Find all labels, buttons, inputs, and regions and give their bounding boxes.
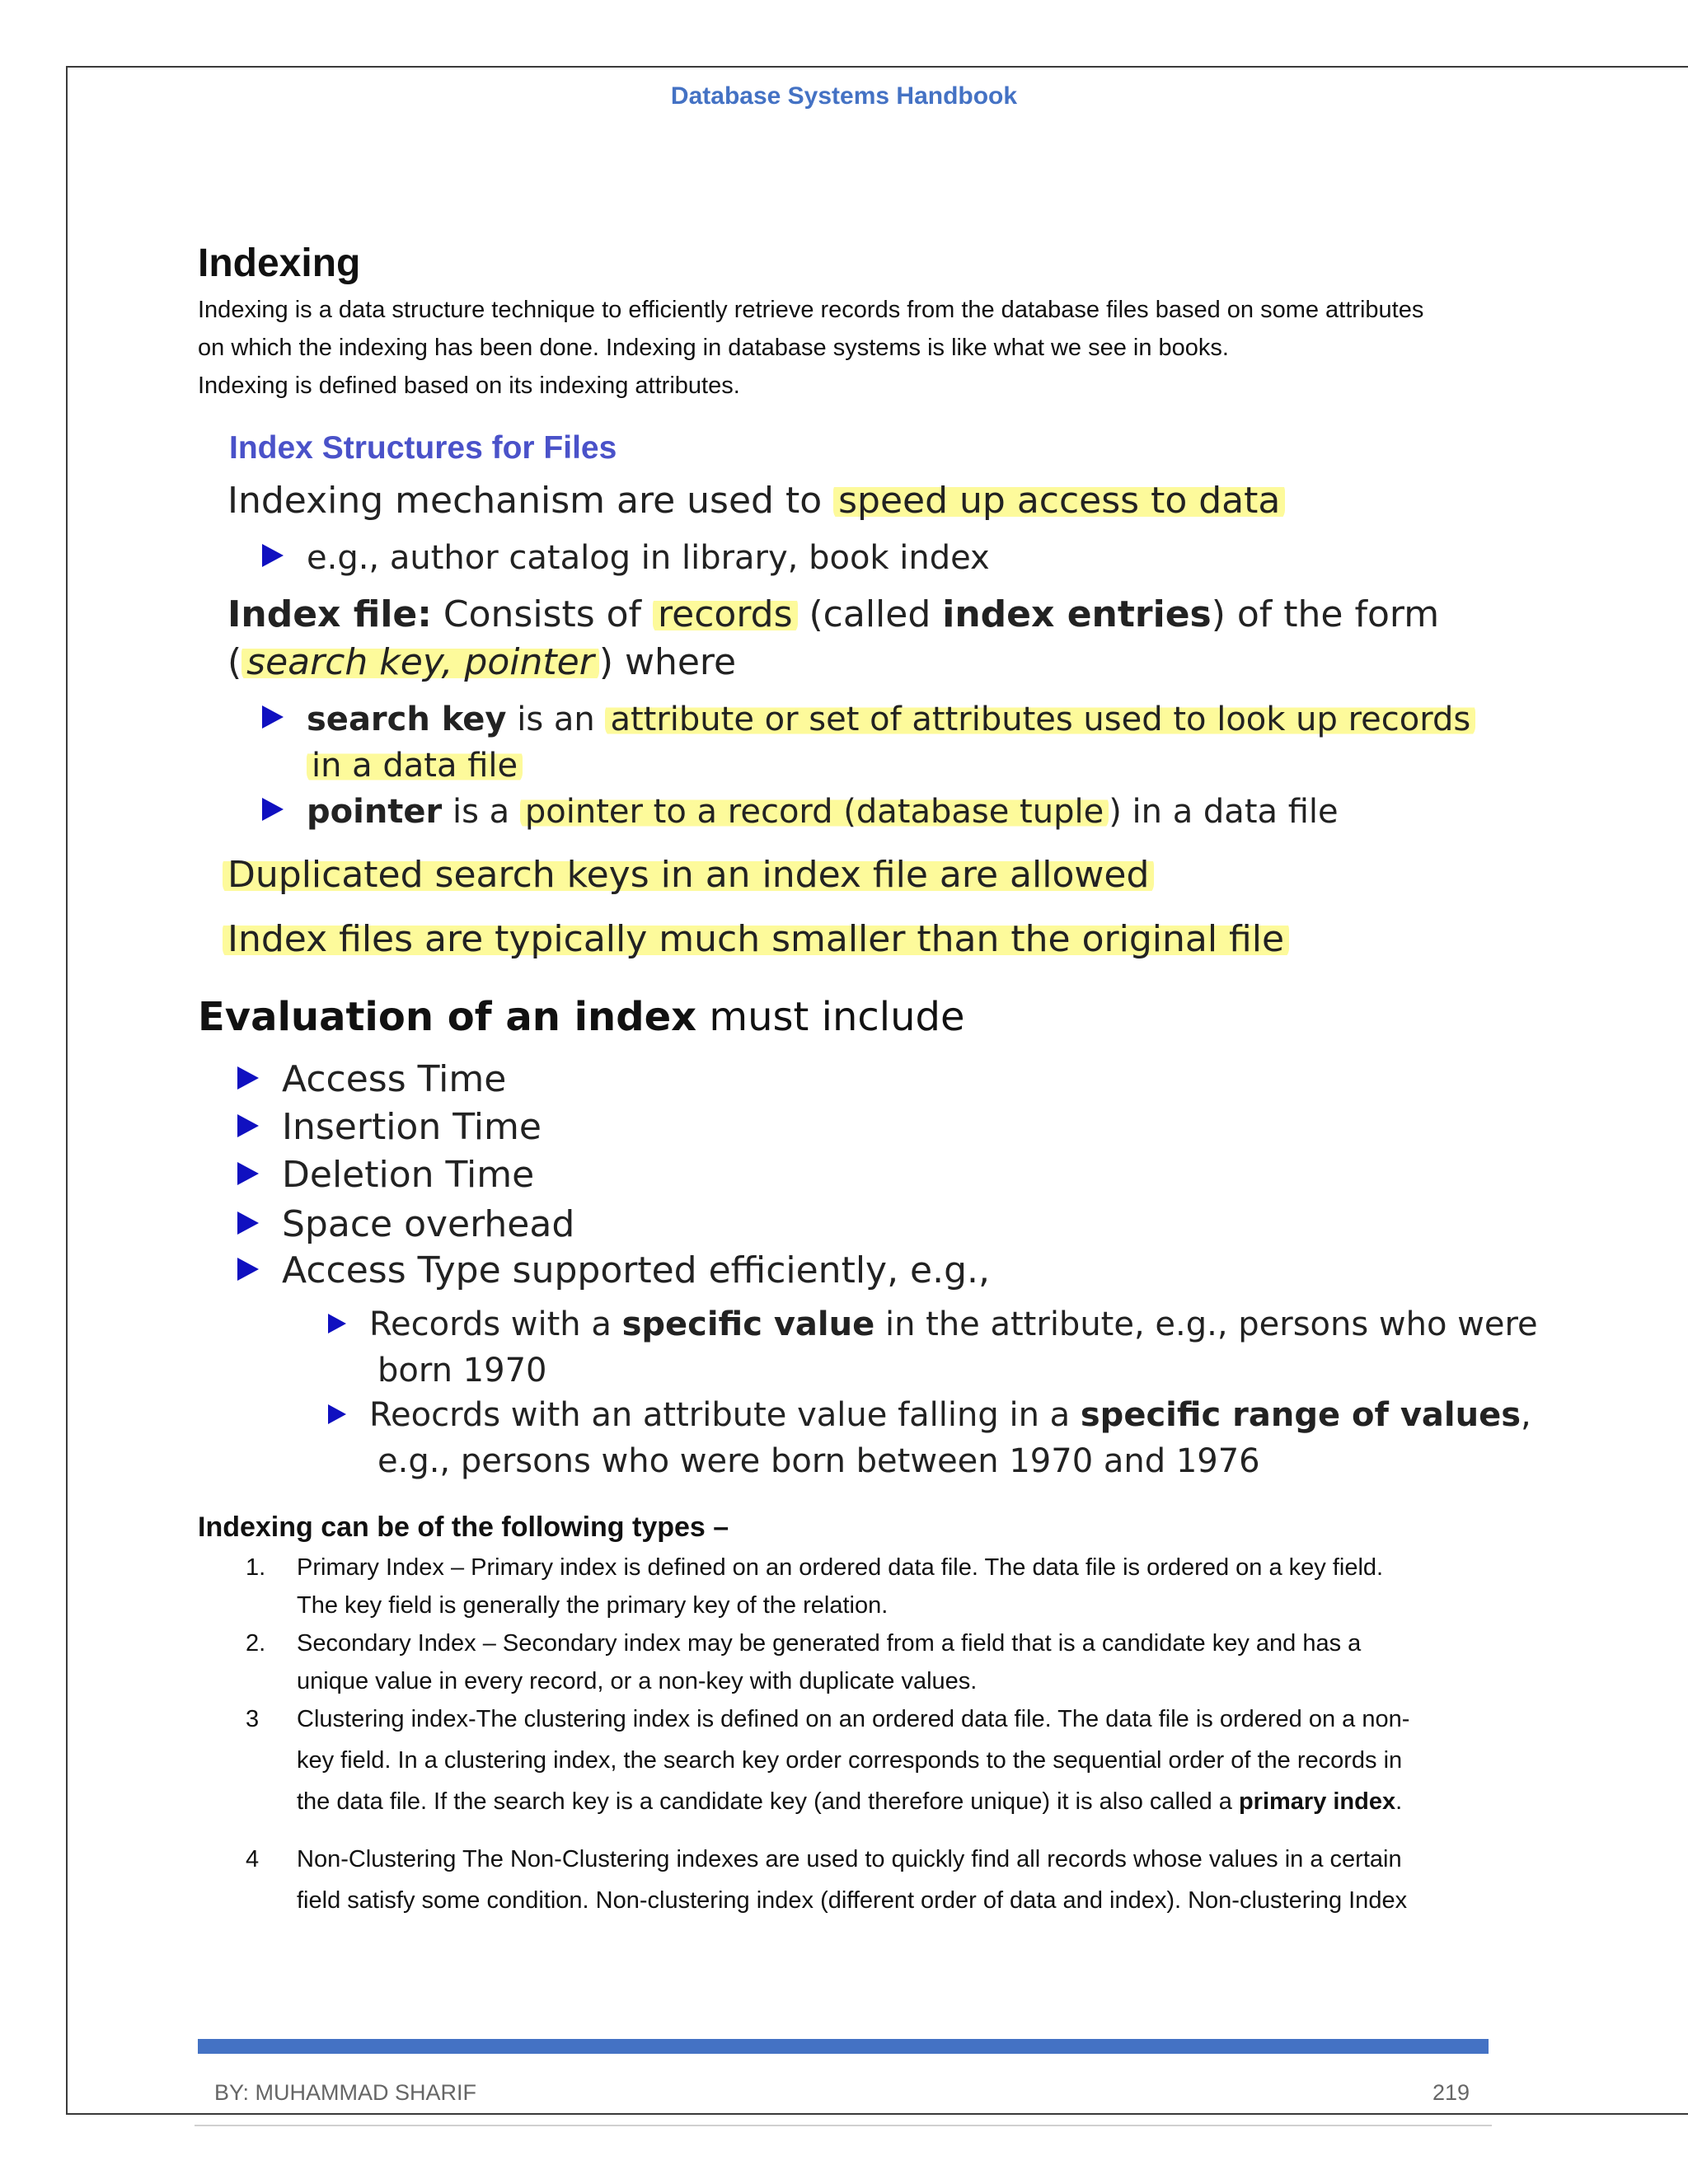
evaluation-item <box>237 1106 542 1148</box>
triangle-bullet-icon <box>262 798 284 821</box>
triangle-bullet-icon <box>237 1162 259 1185</box>
triangle-bullet-icon <box>262 544 284 567</box>
evaluation-title <box>198 994 965 1040</box>
list-item-line: Secondary Index – Secondary index may be generated from a field that is a candidate key and has a <box>297 1630 1362 1657</box>
search-key-label: search key <box>307 701 507 738</box>
types-heading: Indexing can be of the following types – <box>198 1511 729 1543</box>
list-item-text: . <box>1395 1788 1403 1815</box>
slide-smaller-line <box>223 918 1289 960</box>
triangle-bullet-icon <box>237 1258 259 1281</box>
triangle-bullet-icon <box>328 1314 346 1333</box>
evaluation-item <box>237 1249 990 1291</box>
evaluation-item-text: Space overhead <box>282 1203 575 1245</box>
example-text: e.g., author catalog in library, book index <box>307 539 990 577</box>
evaluation-item <box>237 1203 574 1245</box>
list-number: 1. <box>246 1554 266 1581</box>
list-item-line: unique value in every record, or a non-key with duplicate values. <box>297 1668 978 1694</box>
list-item-line: key field. In a clustering index, the search key order corresponds to the sequential order of the records in <box>297 1747 1403 1774</box>
list-item-text: the data file. If the search key is a candidate key (and therefore unique) it is also called a <box>297 1788 1239 1815</box>
evaluation-subitem-1-cont: born 1970 <box>377 1352 547 1390</box>
slide-form-line <box>227 641 736 683</box>
running-header: Database Systems Handbook <box>670 82 1018 110</box>
index-file-text-3: ) of the form <box>1211 593 1440 635</box>
list-item-line: field satisfy some condition. Non-clustering index (different order of data and index). Non-clustering Index <box>297 1887 1408 1914</box>
index-entries-label: index entries <box>942 593 1212 635</box>
slide-example-line <box>262 539 990 577</box>
triangle-bullet-icon <box>237 1212 259 1235</box>
list-item-line: Primary Index – Primary index is defined on an ordered data file. The data file is ordered on a key field. <box>297 1554 1384 1581</box>
highlight-duplicated: Duplicated search keys in an index file are allowed <box>223 854 1154 896</box>
index-file-text-2: (called <box>797 593 943 635</box>
slide-mechanism-line <box>227 480 1285 522</box>
primary-index-bold: primary index <box>1238 1788 1396 1815</box>
footer-author: BY: MUHAMMAD SHARIF <box>214 2080 477 2105</box>
evaluation-subitem-2-cont: e.g., persons who were born between 1970 and 1976 <box>377 1442 1260 1480</box>
evaluation-title-bold: Evaluation of an index <box>198 994 697 1040</box>
slide-search-key-line <box>262 701 1475 738</box>
subitem-text: , <box>1521 1396 1531 1434</box>
intro-line-2: on which the indexing has been done. Indexing in database systems is like what we see in books. <box>198 335 1229 361</box>
list-item-line: The key field is generally the primary key of the relation. <box>297 1592 889 1619</box>
triangle-bullet-icon <box>262 705 284 729</box>
evaluation-item-text: Insertion Time <box>282 1106 542 1148</box>
evaluation-item-text: Access Type supported efficiently, e.g., <box>282 1249 991 1291</box>
intro-line-1: Indexing is a data structure technique to efficiently retrieve records from the database files based on some attributes <box>198 297 1424 323</box>
evaluation-title-rest: must include <box>696 994 965 1040</box>
evaluation-item <box>237 1058 506 1100</box>
list-item-line: Non-Clustering The Non-Clustering indexes are used to quickly find all records whose values in a certain <box>297 1846 1402 1872</box>
subitem-text: Reocrds with an attribute value falling in a <box>369 1396 1081 1434</box>
specific-range-label: specific range of values <box>1080 1396 1522 1434</box>
index-file-text-1: Consists of <box>431 593 654 635</box>
list-number: 3 <box>246 1706 260 1732</box>
page-number: 219 <box>1432 2080 1470 2105</box>
slide-duplicated-line <box>223 854 1154 896</box>
footer-bar <box>198 2039 1489 2054</box>
evaluation-item-text: Access Time <box>282 1058 507 1100</box>
pointer-text: is a <box>442 793 520 831</box>
specific-value-label: specific value <box>621 1305 875 1343</box>
list-item-line: Clustering index-The clustering index is defined on an ordered data file. The data file is ordered on a non- <box>297 1706 1410 1732</box>
highlight-smaller: Index files are typically much smaller than the original file <box>223 918 1289 960</box>
pointer-text-end: ) in a data file <box>1109 793 1339 831</box>
highlight-search-key-pointer: search key, pointer <box>241 641 599 683</box>
highlight-in-data-file: in a data file <box>307 747 523 785</box>
footer-rule <box>195 2125 1492 2126</box>
index-file-label: Index file: <box>227 593 432 635</box>
section-title: Indexing <box>198 241 361 285</box>
triangle-bullet-icon <box>328 1404 346 1424</box>
list-number: 4 <box>246 1846 260 1872</box>
evaluation-item <box>237 1154 534 1196</box>
highlight-records: records <box>653 593 797 635</box>
subitem-text: in the attribute, e.g., persons who were <box>874 1305 1538 1343</box>
form-open: ( <box>227 641 242 683</box>
intro-line-3: Indexing is defined based on its indexing attributes. <box>198 373 740 399</box>
slide-pointer-line <box>262 793 1339 831</box>
mechanism-text: Indexing mechanism are used to <box>227 480 834 522</box>
highlight-pointer-record: pointer to a record (database tuple <box>520 793 1109 831</box>
triangle-bullet-icon <box>237 1114 259 1137</box>
highlight-attribute: attribute or set of attributes used to look up records <box>605 701 1475 738</box>
evaluation-item-text: Deletion Time <box>282 1154 535 1196</box>
slide-title: Index Structures for Files <box>229 430 617 466</box>
form-close: ) where <box>598 641 737 683</box>
subitem-text: Records with a <box>369 1305 622 1343</box>
search-key-text: is an <box>506 701 606 738</box>
list-number: 2. <box>246 1630 266 1657</box>
slide-search-key-cont <box>307 747 523 785</box>
triangle-bullet-icon <box>237 1066 259 1090</box>
pointer-label: pointer <box>307 793 443 831</box>
slide-index-file-line <box>227 593 1439 635</box>
evaluation-subitem-1 <box>328 1305 1538 1343</box>
list-item-line <box>297 1788 1402 1816</box>
highlight-speed-up: speed up access to data <box>833 480 1285 522</box>
evaluation-subitem-2 <box>328 1396 1531 1434</box>
